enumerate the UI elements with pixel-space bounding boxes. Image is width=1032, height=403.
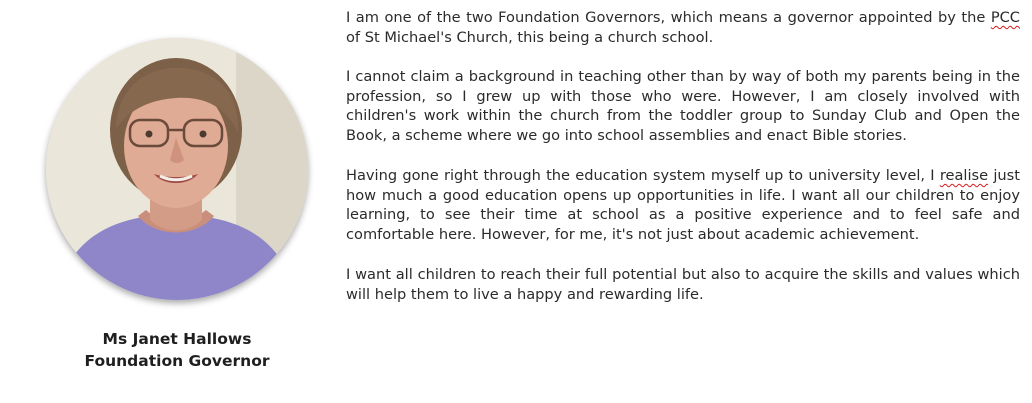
bio-paragraph-4: I want all children to reach their full potential but also to acquire the skills and values which will help them to live a happy and rewarding life. [346, 266, 1020, 303]
bio-paragraph-2: I cannot claim a background in teaching other than by way of both my parents being in the profession, so I grew up with those who were. However, I am closely involved with children's work within the church from the toddler group to Sunday Club and Open the Book, a scheme where we go into school assemblies and enact Bible stories. [346, 68, 1020, 144]
spellcheck-word-pcc: PCC [990, 9, 1020, 26]
bio-paragraph-1: I am one of the two Foundation Governors, which means a governor appointed by the PCC of St Michael's Church, this being a church school. [346, 9, 1020, 46]
governor-bio [346, 8, 1020, 325]
portrait-photo [46, 38, 308, 300]
governor-role: Foundation Governor [84, 352, 270, 370]
governor-photo [46, 38, 308, 300]
governor-caption [46, 328, 308, 372]
bio-paragraph-3: Having gone right through the education system myself up to university level, I realise just how much a good education opens up opportunities in life. I want all our children to enjoy learning, to see their time at school as a positive experience and to feel safe and comfortable here. However, for me, it's not just about academic achievement. [346, 167, 1020, 243]
spellcheck-word-realise: realise [939, 167, 989, 184]
governor-name: Ms Janet Hallows [102, 330, 252, 348]
